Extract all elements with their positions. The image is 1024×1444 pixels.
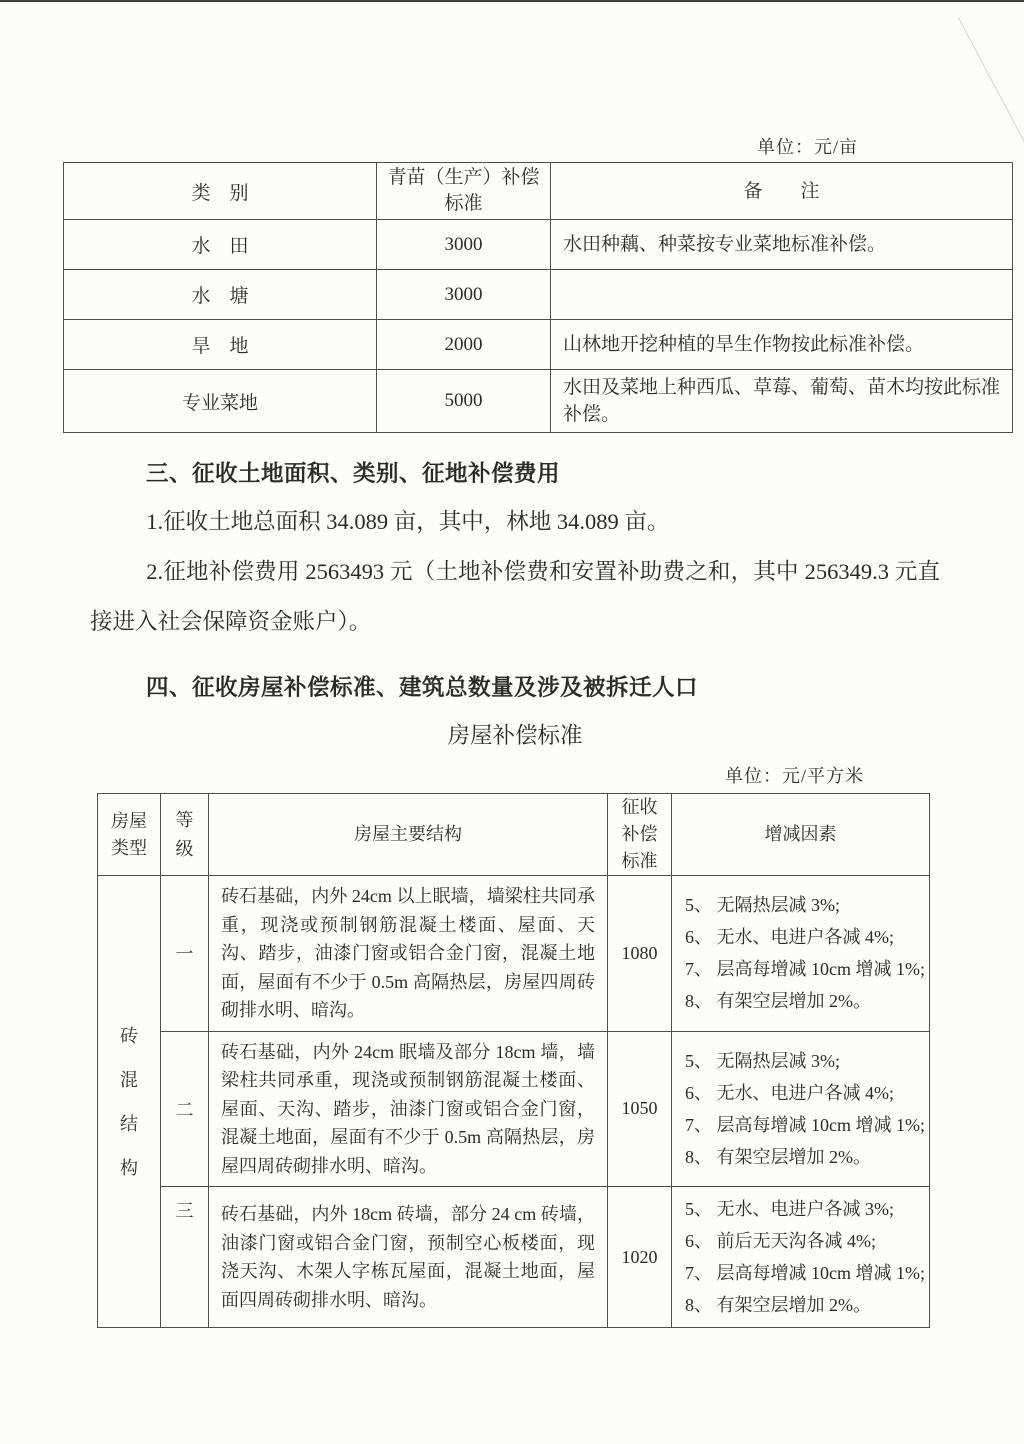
section-heading-four: 四、征收房屋补偿标准、建筑总数量及涉及被拆迁人口: [146, 675, 699, 700]
factor-item: 5、 无水、电进户各减 3%;: [685, 1199, 894, 1219]
category-cell: 旱 地: [64, 320, 377, 370]
factor-item: 6、 无水、电进户各减 4%;: [685, 1082, 894, 1103]
standard-cell: 5000: [377, 370, 551, 433]
table-row-grade-1: [98, 876, 930, 1032]
table-row: [64, 220, 1013, 270]
structure-cell: 砖石基础，内外 24cm 眠墙及部分 18cm 墙，墙梁柱共同承重，现浇或预制钢筋混凝土楼面、屋面、天沟、踏步，油漆门窗或铝合金门窗，混凝土地面，屋面有不少于 0.5m 高隔热层，房屋四周砖砌排水明、暗沟。: [209, 1031, 608, 1187]
standard-cell: 1020: [608, 1187, 672, 1328]
structure-cell: 砖石基础，内外 18cm 砖墙，部分 24 cm 砖墙，油漆门窗或铝合金门窗，预制空心板楼面，现浇天沟、木架人字栋瓦屋面，混凝土地面，屋面四周砖砌排水明、暗沟。: [209, 1187, 608, 1328]
factors-cell: [672, 1187, 930, 1328]
body-text-block: [90, 450, 940, 761]
standard-cell: 1050: [608, 1031, 672, 1187]
paragraph-land-area: 1.征收土地总面积 34.089 亩，其中，林地 34.089 亩。: [146, 509, 670, 534]
factor-item: 7、 层高每增减 10cm 增减 1%;: [685, 959, 925, 980]
unit-label-yuan-per-mu: 单位：元/亩: [756, 137, 858, 157]
factor-item: 5、 无隔热层减 3%;: [685, 895, 840, 916]
column-header-factors: 增减因素: [672, 794, 930, 876]
category-cell: 水 塘: [64, 270, 377, 320]
table-row: [64, 270, 1013, 320]
table-row-grade-3: [98, 1187, 930, 1328]
paragraph-compensation-cost: 2.征地补偿费用 2563493 元（土地补偿费和安置补助费之和，其中 256349.3 元直接进入社会保障资金账户）。: [90, 559, 940, 634]
grade-cell: 三: [161, 1187, 209, 1328]
table-row: [64, 370, 1013, 433]
section-heading-three: 三、征收土地面积、类别、征地补偿费用: [146, 461, 561, 486]
table-header-row: [98, 794, 930, 876]
remark-cell: 水田及菜地上种西瓜、草莓、葡萄、苗木均按此标准补偿。: [551, 370, 1013, 433]
standard-cell: 2000: [377, 320, 551, 370]
column-header-grade: 等级: [161, 794, 209, 876]
factor-item: 8、 有架空层增加 2%。: [685, 991, 871, 1012]
factor-item: 5、 无隔热层减 3%;: [685, 1050, 840, 1071]
remark-cell: [551, 270, 1013, 320]
column-header-category: 类 别: [64, 163, 377, 220]
factor-item: 7、 层高每增减 10cm 增减 1%;: [685, 1263, 925, 1283]
factors-cell: [672, 876, 930, 1032]
structure-cell: 砖石基础，内外 24cm 以上眠墙，墙梁柱共同承重，现浇或预制钢筋混凝土楼面、屋面、天沟、踏步，油漆门窗或铝合金门窗，混凝土地面，屋面有不少于 0.5m 高隔热层，房屋四周砖砌排水明、暗沟。: [209, 876, 608, 1032]
table-row-grade-2: [98, 1031, 930, 1187]
factor-item: 6、 前后无天沟各减 4%;: [685, 1231, 876, 1251]
table-header-row: [64, 163, 1013, 220]
category-cell: 水 田: [64, 220, 377, 270]
factor-item: 7、 层高每增减 10cm 增减 1%;: [685, 1114, 925, 1135]
factor-item: 8、 有架空层增加 2%。: [685, 1146, 871, 1167]
green-seedling-compensation-table: [63, 162, 1013, 433]
category-cell: 专业菜地: [64, 370, 377, 433]
house-type-cell: 砖混结构: [98, 876, 161, 1328]
unit-label-yuan-per-sqm: 单位：元/平方米: [724, 766, 864, 786]
table-row: [64, 320, 1013, 370]
column-header-standard: 青苗（生产）补偿标准: [377, 163, 551, 220]
factors-cell: [672, 1031, 930, 1187]
column-header-structure: 房屋主要结构: [209, 794, 608, 876]
column-header-remark: 备 注: [551, 163, 1013, 220]
standard-cell: 3000: [377, 220, 551, 270]
house-compensation-table: [97, 793, 930, 1328]
column-header-standard: 征收补偿标准: [608, 794, 672, 876]
factor-item: 6、 无水、电进户各减 4%;: [685, 927, 894, 948]
grade-cell: 一: [161, 876, 209, 1032]
remark-cell: 水田种藕、种菜按专业菜地标准补偿。: [551, 220, 1013, 270]
column-header-house-type: 房屋类型: [98, 794, 161, 876]
remark-cell: 山林地开挖种植的旱生作物按此标准补偿。: [551, 320, 1013, 370]
factor-item: 8、 有架空层增加 2%。: [685, 1295, 871, 1315]
grade-cell: 二: [161, 1031, 209, 1187]
table-subtitle: 房屋补偿标准: [447, 723, 583, 748]
standard-cell: 1080: [608, 876, 672, 1032]
scan-edge-artifact: [0, 0, 1024, 2]
standard-cell: 3000: [377, 270, 551, 320]
